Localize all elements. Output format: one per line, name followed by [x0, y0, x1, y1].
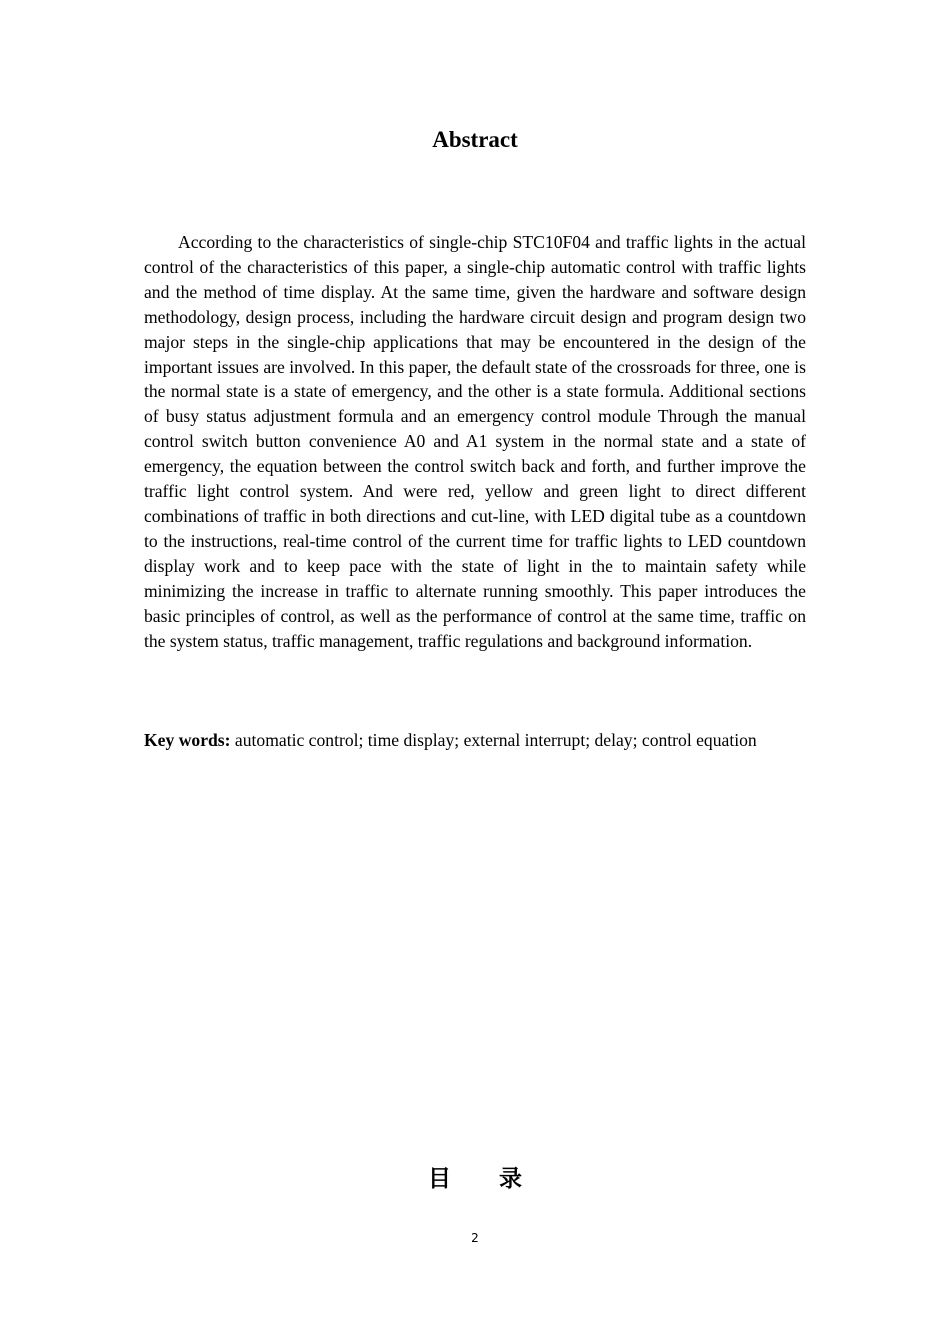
table-of-contents-title: 目 录	[427, 1166, 542, 1192]
abstract-title: Abstract	[432, 127, 518, 152]
keywords-paragraph	[144, 728, 806, 753]
keywords-label: Key words:	[144, 730, 231, 750]
page-number: 2	[471, 1231, 479, 1245]
abstract-body: According to the characteristics of single-chip STC10F04 and traffic lights in the actual control of the characteristics of this paper, a single-chip automatic control with traffic lights and the method of time display. At the same time, given the hardware and software design methodology, design process, including the hardware circuit design and program design two major steps in the single-chip applications that may be encountered in the design of the important issues are involved. In this paper, the default state of the crossroads for three, one is the normal state is a state of emergency, and the other is a state formula. Additional sections of busy status adjustment formula and an emergency control module Through the manual control switch button convenience A0 and A1 system in the normal state and a state of emergency, the equation between the control switch back and forth, and further improve the traffic light control system. And were red, yellow and green light to direct different combinations of traffic in both directions and cut-line, with LED digital tube as a countdown to the instructions, real-time control of the current time for traffic lights to LED countdown display work and to keep pace with the state of light in the to maintain safety while minimizing the increase in traffic to alternate running smoothly. This paper introduces the basic principles of control, as well as the performance of control at the same time, traffic on the system status, traffic management, traffic regulations and background information.	[144, 232, 806, 651]
keywords-text: automatic control; time display; external interrupt; delay; control equation	[234, 730, 757, 750]
